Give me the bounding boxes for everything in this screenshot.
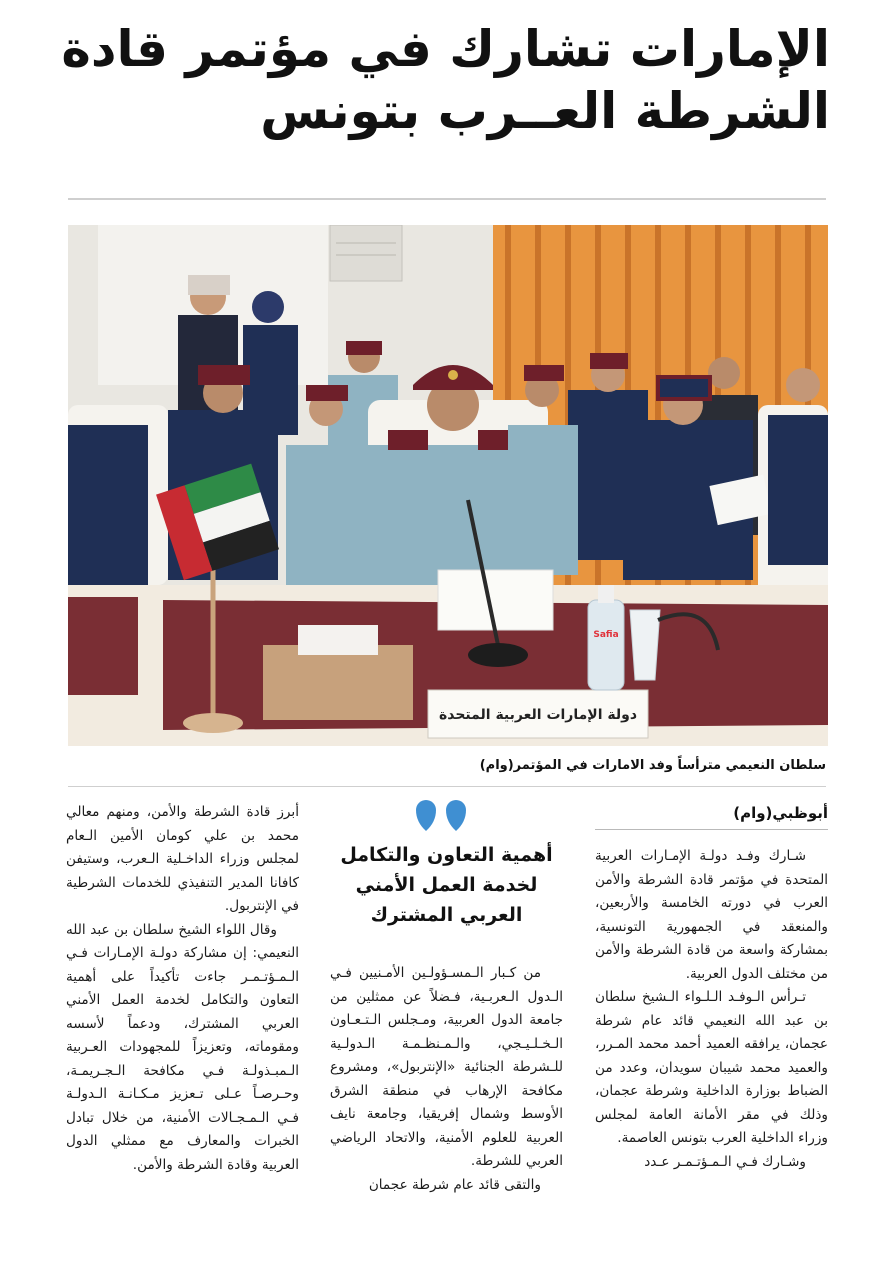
article-photo <box>68 225 828 746</box>
article-column-middle <box>330 962 563 1197</box>
article-column-right <box>595 845 828 1174</box>
paragraph: وشـارك فـي الـمـؤتـمـر عـدد <box>644 1153 806 1170</box>
section-subhead: أهمية التعاون والتكامل لخدمة العمل الأمني العربي المشترك <box>340 844 553 926</box>
article-column-left <box>66 801 299 1177</box>
paragraph: وقال اللواء الشيخ سلطان بن عبد الله النعيمي: إن مشاركة دولـة الإمـارات فـي الـمـؤتـمـر جاءت تأكيداً على أهمية التعاون والتكامل لخدمة العمل الأمني العربي المشترك، ودعماً لأسسه ومقوماته، وتعزيزاً للمجهودات العـربية الـمبـذولـة فـي مكافحة الـجـريمـة، وحـرصـاً عـلى تـعزيز مـكـانـة الـدولـة فـي الـمـجـالات الأمنية، من خلال تبادل الخبرات والمعارف مع ممثلي الدول العربية وقادة الشرطة والأمن. <box>66 921 299 1173</box>
caption-divider <box>68 786 826 787</box>
quote-icon <box>412 800 476 832</box>
nameplate-text: دولة الإمارات العربية المتحدة <box>438 707 638 723</box>
paragraph: من كـبار الـمسـؤولـين الأمـنيين فـي الـدول الـعربـية، فـضلاً عن ممثلين من جامعة الدول العربية، ومـجلس الـتـعـاون الـخـلـيـجي، والـمـنظـمـة الـدولـية للـشرطة الجنائية «الإنتربول»، ومشروع مكافحة الإرهاب في منطقة الشرق الأوسط وشمال إفريقيا، وجامعة نايف العربية للعلوم الأمنية، والاتحاد الرياضي العربي للشرطة. <box>330 965 563 1169</box>
paragraph: أبرز قادة الشرطة والأمن، ومنهم معالي محمد بن علي كومان الأمين الـعام لمجلس وزراء الداخـلية الـعرب، وستيفن كافانا المدير التنفيذي للخدمات الشرطية في الإنتربول. <box>66 804 299 914</box>
photo-caption: سلطان النعيمي مترأساً وفد الامارات في المؤتمر(وام) <box>479 758 826 773</box>
paragraph: شـارك وفـد دولـة الإمـارات العربية المتحدة في مؤتمر قادة الشرطة والأمن العرب في دورته الخامسة والأربعين، والمنعقد في الجمهورية التونسية، بمشاركة واسعة من قادة الشرطة والأمن من مختلف الدول العربية. <box>595 848 828 982</box>
headline-divider <box>68 198 826 200</box>
paragraph: تـرأس الـوفـد الـلـواء الـشيخ سلطان بن عبد الله النعيمي قائد عام شرطة عجمان، يرافقه العميد أحمد محمد المـرر، والعميد محمد شيبان سويدان، وعدد من الضباط بوزارة الداخلية وشرطة عجمان، وذلك في مقر الأمانة العامة لمجلس وزراء الداخلية العرب بتونس العاصمة. <box>595 989 828 1146</box>
dateline-divider <box>595 829 828 830</box>
headline-line-2: الشرطة العــرب بتونس <box>260 82 830 140</box>
headline <box>50 18 830 142</box>
headline-line-1: الإمارات تشارك في مؤتمر قادة <box>61 20 830 78</box>
dateline: أبوظبي(وام) <box>733 804 828 822</box>
paragraph: والتقى قائد عام شرطة عجمان <box>368 1176 541 1193</box>
bottle-brand-text: Safia <box>593 630 619 640</box>
